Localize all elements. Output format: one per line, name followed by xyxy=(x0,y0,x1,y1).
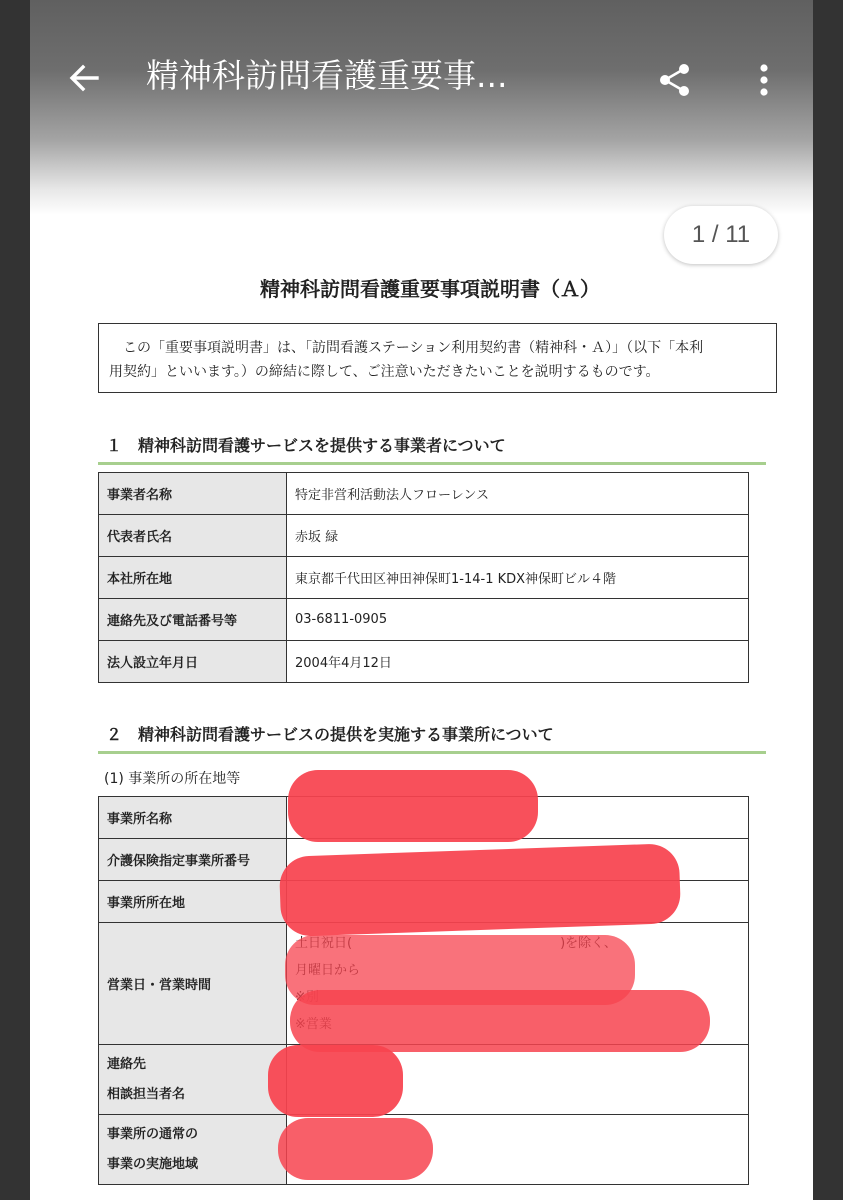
intro-line-1: この「重要事項説明書」は、「訪問看護ステーション利用契約書（精神科・Ａ）」（以下「本利 xyxy=(109,340,704,356)
intro-box xyxy=(98,323,777,393)
more-options-icon[interactable] xyxy=(746,60,782,100)
intro-line-2: 用契約」といいます。）の締結に際して、ご注意いただきたいことを説明するものです。 xyxy=(109,364,660,380)
row-label: 連絡先及び電話番号等 xyxy=(99,599,287,641)
redaction-scribble xyxy=(288,770,538,842)
row-label xyxy=(99,1115,287,1185)
row-value: 03-6811-0905 xyxy=(287,599,749,641)
pdf-page[interactable] xyxy=(30,0,813,1200)
document-title: 精神科訪問看護重要事項説明書（Ａ） xyxy=(260,277,600,301)
app-bar xyxy=(30,0,813,215)
row-value: 2004年4月12日 xyxy=(287,641,749,683)
redaction-scribble xyxy=(290,990,710,1052)
redaction-scribble xyxy=(268,1045,403,1117)
table-row xyxy=(99,515,749,557)
row-value: 特定非営利活動法人フローレンス xyxy=(287,473,749,515)
label-line: 事業の実施地域 xyxy=(107,1156,199,1172)
page-indicator: 1 / 11 xyxy=(664,206,778,264)
label-line: 相談担当者名 xyxy=(107,1086,186,1102)
table-row xyxy=(99,641,749,683)
redaction-scribble xyxy=(279,843,682,937)
right-margin xyxy=(813,0,843,1200)
row-value: 東京都千代田区神田神保町1-14-1 KDX神保町ビル４階 xyxy=(287,557,749,599)
row-label: 代表者氏名 xyxy=(99,515,287,557)
table-row xyxy=(99,473,749,515)
section2-rule xyxy=(98,751,766,754)
table-row xyxy=(99,1045,749,1115)
section2-subheading: (1) 事業所の所在地等 xyxy=(104,771,241,787)
section2-heading: ２ 精神科訪問看護サービスの提供を実施する事業所について xyxy=(106,725,554,744)
left-margin xyxy=(0,0,30,1200)
operator-table xyxy=(98,472,749,683)
row-value: 赤坂 緑 xyxy=(287,515,749,557)
row-label: 法人設立年月日 xyxy=(99,641,287,683)
redaction-scribble xyxy=(278,1118,433,1180)
document-title-bar: 精神科訪問看護重要事... xyxy=(146,56,508,95)
row-label: 営業日・営業時間 xyxy=(99,923,287,1045)
section1-rule xyxy=(98,462,766,465)
row-label: 介護保険指定事業所番号 xyxy=(99,839,287,881)
row-label: 事業所名称 xyxy=(99,797,287,839)
table-row xyxy=(99,557,749,599)
row-label: 本社所在地 xyxy=(99,557,287,599)
table-row xyxy=(99,599,749,641)
label-line: 連絡先 xyxy=(107,1056,147,1072)
row-label xyxy=(99,1045,287,1115)
back-arrow-icon[interactable] xyxy=(64,58,104,98)
label-line: 事業所の通常の xyxy=(107,1126,199,1142)
share-icon[interactable] xyxy=(653,58,697,102)
row-label: 事業所所在地 xyxy=(99,881,287,923)
section1-heading: １ 精神科訪問看護サービスを提供する事業者について xyxy=(106,436,506,455)
row-label: 事業者名称 xyxy=(99,473,287,515)
